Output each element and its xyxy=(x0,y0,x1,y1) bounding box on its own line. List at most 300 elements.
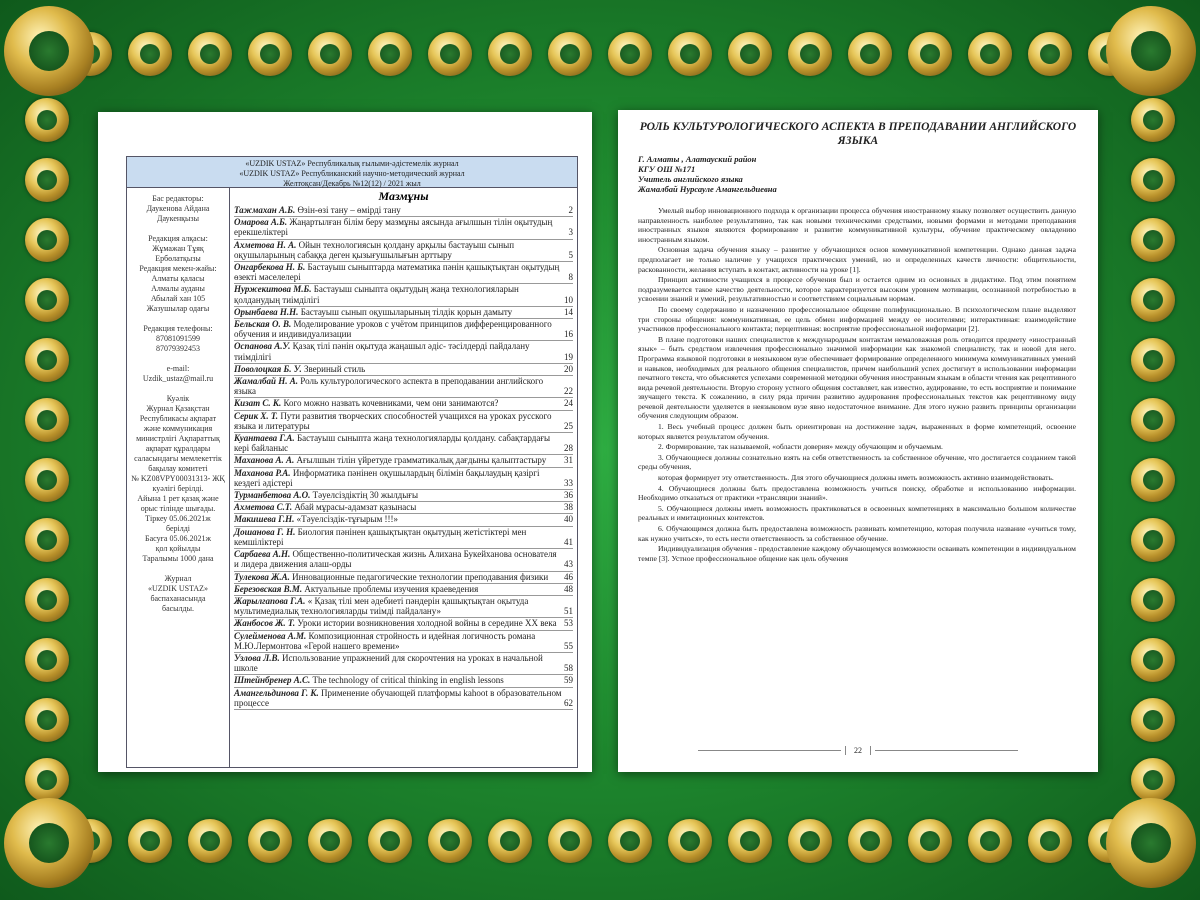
toc-author: Оспанова А.У. xyxy=(234,341,291,352)
ornament-motif xyxy=(360,18,420,90)
toc-page-number: 62 xyxy=(564,697,573,708)
toc-entry-text xyxy=(234,411,562,431)
toc-author: Серик Х. Т. xyxy=(234,410,279,421)
toc-article-title: Жаңартылған білім беру мазмұны аясында ағылшын тілін оқытудың ерекшеліктері xyxy=(234,217,553,238)
ornament-motif xyxy=(960,18,1020,90)
toc-entry-text xyxy=(234,262,567,282)
toc-page-number: 28 xyxy=(564,443,573,454)
toc-article-title: Биология пәнінен қашықтықтан оқытудың жетістіктері мен кемшіліктері xyxy=(234,526,527,547)
toc-article-title: Ағылшын тілін үйретуде грамматикалық дағдыны қалыптастыру xyxy=(296,455,547,466)
gold-ring-ornament xyxy=(548,819,592,863)
toc-page-number: 40 xyxy=(564,514,573,525)
ornament-motif xyxy=(300,805,360,877)
editorial-info-line: Журнал xyxy=(164,574,192,583)
toc-entry[interactable] xyxy=(234,307,573,319)
page-footer xyxy=(698,742,1018,758)
ornament-border-left xyxy=(8,90,86,805)
toc-entry-text xyxy=(234,618,562,628)
toc-article-title: Моделирование уроков с учётом принципов дифференцированного обучения и индивидуализации xyxy=(234,319,552,340)
toc-entry[interactable] xyxy=(234,364,573,376)
gold-ring-ornament xyxy=(668,819,712,863)
toc-article-title: Информатика пәнінен оқушылардың білімін бақылаудың қазіргі кездегі әдістері xyxy=(234,467,540,488)
toc-author: Сарбаева А.Н. xyxy=(234,549,291,560)
ornament-motif xyxy=(1020,805,1080,877)
toc-article-title: Бастауыш сыныптарда математика пәнін қашықтықтан оқытудың өзекті мәселелері xyxy=(234,262,560,283)
ornament-motif xyxy=(1114,570,1192,630)
gold-ring-ornament xyxy=(248,32,292,76)
article-paragraph: Индивидуализация обучения - предоставление каждому обучающемуся возможности осваивать компетенции в индивидуальном темпе [3]. Устное профессиональное общение как цель обучения xyxy=(638,544,1076,563)
toc-page-number: 48 xyxy=(564,583,573,594)
toc-entry[interactable] xyxy=(234,584,573,596)
table-of-contents xyxy=(230,188,578,768)
ornament-motif xyxy=(8,750,86,805)
editorial-info-line xyxy=(130,354,226,364)
toc-entry-text xyxy=(234,584,562,594)
gold-ring-ornament xyxy=(25,158,69,202)
ornament-motif xyxy=(600,18,660,90)
toc-author: Нуржекитова М.Б. xyxy=(234,284,312,295)
gold-ring-ornament xyxy=(25,338,69,382)
gold-ring-ornament xyxy=(25,278,69,322)
toc-entry[interactable] xyxy=(234,468,573,490)
editorial-info-line: 87081091599 xyxy=(156,334,200,343)
editorial-info-line: Абылай хан 105 xyxy=(150,294,206,303)
toc-page-number: 43 xyxy=(564,559,573,570)
toc-author: Поволоцкая Б. У. xyxy=(234,363,302,374)
ornament-motif xyxy=(8,690,86,750)
toc-page-number: 24 xyxy=(564,398,573,409)
toc-author: Сулейменова А.М. xyxy=(234,630,307,641)
toc-entry[interactable] xyxy=(234,398,573,410)
article-paragraph: 4. Обучающиеся должны быть предоставлена возможность учиться поиску, обработке и использованию информации. Необходимо отказаться от практики «трансляции знаний». xyxy=(638,483,1076,503)
gold-ring-ornament xyxy=(908,819,952,863)
toc-page-number: 22 xyxy=(564,386,573,397)
ornament-motif xyxy=(660,18,720,90)
ornament-motif xyxy=(1114,270,1192,330)
gold-ring-ornament xyxy=(25,518,69,562)
ornament-motif xyxy=(600,805,660,877)
toc-author: Турманбетова А.О. xyxy=(234,490,311,501)
toc-entry-text xyxy=(234,217,567,237)
ornament-motif xyxy=(480,805,540,877)
ornament-motif xyxy=(780,18,840,90)
article-meta xyxy=(638,154,1078,194)
article-paragraph: которая формирует эту ответственность. Для этого обучающиеся должны иметь возможность активно взаимодействовать. xyxy=(658,473,1054,483)
toc-title: Мазмұны xyxy=(378,189,429,203)
editorial-info-line: куәлігі берілді. xyxy=(152,484,204,493)
toc-article-title: Роль культурологического аспекта в преподавании английского языка xyxy=(234,376,544,397)
gold-ring-ornament xyxy=(788,819,832,863)
corner-ornament xyxy=(4,798,94,888)
toc-entry[interactable] xyxy=(234,411,573,433)
toc-entry[interactable] xyxy=(234,455,573,467)
ornament-border-bottom xyxy=(0,805,1200,877)
gold-ring-ornament xyxy=(728,819,772,863)
toc-entry-text xyxy=(234,307,562,317)
footer-rule xyxy=(698,750,841,751)
gold-ring-ornament xyxy=(488,819,532,863)
toc-author: Маханова А. А. xyxy=(234,455,295,466)
toc-article-title: Применение обучающей платформы kahoot в образовательном процессе xyxy=(234,687,562,708)
corner-ornament xyxy=(4,6,94,96)
corner-ornament xyxy=(1106,798,1196,888)
toc-author: Амангельдинова Г. К. xyxy=(234,687,319,698)
toc-entry[interactable] xyxy=(234,527,573,549)
editorial-info-line xyxy=(130,314,226,324)
toc-article-title: Композиционная стройность и идейная логичность романа М.Ю.Лермонтова «Герой нашего времени» xyxy=(234,630,536,651)
ornament-motif xyxy=(8,150,86,210)
toc-author: Куантаева Г.А. xyxy=(234,433,295,444)
editorial-info-line: басылды. xyxy=(162,604,194,613)
toc-entry-text xyxy=(234,490,562,500)
toc-author: Узлова Л.В. xyxy=(234,652,280,663)
editorial-info-line: берілді xyxy=(165,524,191,533)
toc-entry-text xyxy=(234,653,562,673)
ornament-motif xyxy=(180,805,240,877)
toc-author: Омарова А.Б. xyxy=(234,217,288,228)
gold-ring-ornament xyxy=(728,32,772,76)
gold-ring-ornament xyxy=(368,32,412,76)
toc-page-number: 31 xyxy=(564,455,573,466)
toc-article-title: The technology of critical thinking in english lessons xyxy=(312,675,504,686)
editorial-info-column xyxy=(126,188,230,768)
toc-entry-text xyxy=(234,688,562,708)
gold-ring-ornament xyxy=(188,819,232,863)
ornament-motif xyxy=(120,18,180,90)
gold-ring-ornament xyxy=(25,218,69,262)
toc-page-number: 10 xyxy=(564,294,573,305)
toc-entry-text xyxy=(234,631,562,651)
toc-entry-text xyxy=(234,468,562,488)
toc-page-number: 51 xyxy=(564,606,573,617)
toc-page-number: 46 xyxy=(564,571,573,582)
editorial-info-line: Жұмажан Тұяқ xyxy=(152,244,204,253)
editorial-info-line: саласындағы мемлекеттік xyxy=(134,454,222,463)
journal-header xyxy=(126,156,578,188)
toc-entry[interactable] xyxy=(234,341,573,363)
toc-entry-text xyxy=(234,364,562,374)
toc-page-number: 33 xyxy=(564,477,573,488)
ornament-motif xyxy=(300,18,360,90)
gold-ring-ornament xyxy=(1131,218,1175,262)
editorial-info-line: және коммуникация xyxy=(143,424,213,433)
toc-page-number: 14 xyxy=(564,306,573,317)
toc-page-number: 55 xyxy=(564,640,573,651)
article-paragraph: Основная задача обучения языку – развитие у обучающихся основ коммуникативной компетенции. Однако данная задача предполагает не только наличие у учащихся практических умений, но и определенных качеств личности: общительности, раскованности, желания вступать в контакт, активности на уроке [1]. xyxy=(638,245,1076,274)
ornament-motif xyxy=(420,18,480,90)
ornament-motif xyxy=(420,805,480,877)
toc-entry[interactable] xyxy=(234,549,573,571)
toc-article-title: Уроки истории возникновения холодной войны в середине XX века xyxy=(297,618,557,629)
toc-page-number: 41 xyxy=(564,536,573,547)
ornament-motif xyxy=(8,510,86,570)
article-paragraph: 5. Обучающиеся должны иметь возможность практиковаться в освоенных компетенциях в максимально большом количестве реальных и имитационных контекстов. xyxy=(638,503,1076,523)
ornament-motif xyxy=(240,805,300,877)
gold-ring-ornament xyxy=(608,819,652,863)
toc-article-title: «Тәуелсіздік-тұғырым !!!» xyxy=(296,514,399,525)
toc-author: Тажмахан А.Б. xyxy=(234,205,296,215)
ornament-motif xyxy=(720,18,780,90)
ornament-motif xyxy=(660,805,720,877)
editorial-info-line: баспаханасында xyxy=(150,594,206,603)
ornament-motif xyxy=(1114,330,1192,390)
gold-ring-ornament xyxy=(1131,278,1175,322)
editorial-info-line: Бас редакторы: xyxy=(152,194,204,203)
corner-ornament xyxy=(1106,6,1196,96)
toc-entry-text xyxy=(234,319,562,339)
toc-page-number: 38 xyxy=(564,502,573,513)
journal-header-line: «UZDIK USTAZ» Республикалық ғылыми-әдістемелік журнал xyxy=(245,159,459,168)
gold-ring-ornament xyxy=(968,819,1012,863)
gold-ring-ornament xyxy=(1131,398,1175,442)
toc-article-title: Тәуелсіздіктің 30 жылдығы xyxy=(312,490,419,501)
ornament-motif xyxy=(8,210,86,270)
meta-city: Г. Алматы , Алатауский район xyxy=(638,154,757,164)
editorial-info-line xyxy=(130,564,226,574)
toc-entry-text xyxy=(234,527,562,547)
editorial-info-line: «UZDIK USTAZ» xyxy=(147,584,209,593)
toc-entry-text xyxy=(234,455,562,465)
editorial-info-line: Куәлік xyxy=(166,394,190,403)
toc-article-title: Абай мұрасы-адамзат қазынасы xyxy=(294,502,417,513)
ornament-motif xyxy=(900,805,960,877)
editorial-info-line xyxy=(130,384,226,394)
toc-entry-text xyxy=(234,514,562,524)
ornament-motif xyxy=(360,805,420,877)
toc-entry[interactable] xyxy=(234,502,573,514)
toc-entry[interactable] xyxy=(234,240,573,262)
article-paragraph: 6. Обучающимся должна быть предоставлена возможность развивать компетенцию, которая получила название «учиться тому, как нужно учиться», то есть нести ответственность за собственное обучение. xyxy=(638,524,1076,543)
toc-entry-text xyxy=(234,398,562,408)
toc-article-title: Использование упражнений для скорочтения на уроках в начальной школе xyxy=(234,652,543,674)
toc-author: Кизат С. К. xyxy=(234,398,282,409)
gold-ring-ornament xyxy=(25,758,69,802)
article-paragraph: Принцип активности учащихся в процессе обучения был и остается одним из основных в дидактике. Под этим понятием подразумевается такое качество деятельности, которое характеризуется высоким уровнем мотивации, осознанной потребностью в усвоении знаний и умений, результативностью и соответствием социальным нормам. xyxy=(638,275,1076,304)
journal-header-line: «UZDIK USTAZ» Республиканский научно-методический журнал xyxy=(239,169,465,178)
ornament-motif xyxy=(1020,18,1080,90)
toc-article-title: Кого можно назвать кочевниками, чем они занимаются? xyxy=(283,398,499,409)
toc-page-number: 36 xyxy=(564,490,573,501)
gold-ring-ornament xyxy=(1131,698,1175,742)
toc-article-title: Инновационные педагогические технологии преподавания физики xyxy=(292,571,549,582)
toc-entry-text xyxy=(234,205,567,215)
gold-ring-ornament xyxy=(128,32,172,76)
toc-article-title: Актуальные проблемы изучения краеведения xyxy=(304,583,479,594)
toc-author: Штейнбренер А.С. xyxy=(234,675,311,686)
ornament-motif xyxy=(960,805,1020,877)
editorial-info-line: Редакция мекен-жайы: xyxy=(139,264,217,273)
gold-ring-ornament xyxy=(128,819,172,863)
article-page xyxy=(618,110,1098,772)
toc-entry-text xyxy=(234,596,562,616)
toc-author: Жамалбай Н. А. xyxy=(234,376,299,387)
gold-ring-ornament xyxy=(308,819,352,863)
gold-ring-ornament xyxy=(548,32,592,76)
toc-page-number: 8 xyxy=(568,272,573,283)
toc-author: Березовская В.М. xyxy=(234,583,303,594)
ornament-motif xyxy=(900,18,960,90)
ornament-motif xyxy=(8,450,86,510)
toc-author: Макишева Г.Н. xyxy=(234,514,295,525)
ornament-motif xyxy=(1114,90,1192,150)
ornament-motif xyxy=(840,805,900,877)
toc-entry[interactable] xyxy=(234,653,573,675)
editorial-info-line: Редакция алқасы: xyxy=(148,234,208,243)
toc-page-number: 58 xyxy=(564,663,573,674)
gold-ring-ornament xyxy=(1131,578,1175,622)
toc-entry[interactable] xyxy=(234,675,573,687)
gold-ring-ornament xyxy=(25,578,69,622)
gold-ring-ornament xyxy=(1131,158,1175,202)
ornament-motif xyxy=(1114,390,1192,450)
editorial-info-line: Журнал Қазақстан xyxy=(146,404,210,413)
toc-entry[interactable] xyxy=(234,688,573,710)
toc-article-title: Бастауыш сыныпта оқытудың жаңа технологияларын қолданудың тиімділігі xyxy=(234,284,519,305)
editorial-info-line: ақпарат құралдары xyxy=(145,444,211,453)
toc-entry[interactable] xyxy=(234,284,573,306)
toc-entry[interactable] xyxy=(234,618,573,630)
article-paragraph: По своему содержанию и назначению профессиональное общение полифункционально. В психологическом плане выделяют три стороны общения: коммуникативная, ее цель обмен информацией между ее носителями; интерактивная: взаимодействие участников профессионального контакта; перцептивная: восприятие профессиональной информации [2]. xyxy=(638,304,1076,334)
editorial-info-line: орыс тілінде шығады. xyxy=(140,504,216,513)
editorial-info-line: Даукенқызы xyxy=(157,214,199,223)
article-paragraph: В плане подготовки наших специалистов к международным контактам немаловажная роль отводится предмету «иностранный язык» – быть средством извлечения профессионально значимой информации как знакомой специалисту, так и новой для него. Программа языковой подготовки в неязыковом вузе обеспечивает формирование определенного минимума коммуникативных умений и навыков, необходимых для реального общения специалистов, причем наибольший успех достигнут в использовании информации печатного текста, что объясняется успехами современной методики обучения иностранным языкам в области чтения как рецептивного вида речевой деятельности. Вторую сторону устного общения составляет, как известно, аудирование, то есть восприятие и понимание звучащего текста. К сожалению, в силу ряда причин развитию аудирования профессиональных текстов как рецептивному виду речевой деятельности уделяется в неязыковом вузе явно недостаточное внимание. Для этого нужно развить принципы организации обучения следующим образом. xyxy=(638,334,1076,421)
toc-article-title: « Қазақ тілі мен әдебиеті пәндерін қашықтықтан оқытуда мультимедиалық технологияларды тиімді пайдалану» xyxy=(234,595,529,617)
ornament-motif xyxy=(8,90,86,150)
toc-page-number: 2 xyxy=(568,205,573,215)
toc-page-number: 20 xyxy=(564,363,573,374)
ornament-border-right xyxy=(1114,90,1192,805)
gold-ring-ornament xyxy=(25,698,69,742)
editorial-info-line: Басуға 05.06.2021ж xyxy=(145,534,211,543)
toc-entry[interactable] xyxy=(234,376,573,398)
editorial-info-line: Редакция телефоны: xyxy=(143,324,213,333)
toc-entry[interactable] xyxy=(234,490,573,502)
gold-ring-ornament xyxy=(788,32,832,76)
gold-ring-ornament xyxy=(428,32,472,76)
ornament-motif xyxy=(120,805,180,877)
toc-author: Ахметова С.Т. xyxy=(234,502,293,513)
gold-ring-ornament xyxy=(908,32,952,76)
meta-school: КГУ ОШ №171 xyxy=(638,164,696,174)
toc-article-title: Өзін-өзі тану – өмірді тану xyxy=(297,205,401,215)
toc-page-number: 16 xyxy=(564,329,573,340)
gold-ring-ornament xyxy=(308,32,352,76)
ornament-motif xyxy=(8,330,86,390)
ornament-motif xyxy=(8,390,86,450)
editorial-info-line: министрлігі Ақпараттық xyxy=(136,434,220,443)
toc-entry-text xyxy=(234,572,562,582)
gold-ring-ornament xyxy=(25,98,69,142)
gold-ring-ornament xyxy=(368,819,412,863)
toc-entry[interactable] xyxy=(234,217,573,239)
toc-article-title: Қазақ тілі пәнін оқытуда жаңашыл әдіс- тәсілдерді пайдалану тиімділігі xyxy=(234,341,530,362)
article-paragraph: Умелый выбор инновационного подхода к организации процесса обучения иностранному языку позволяет осуществить данную направленность наиболее результативно, так как новыми техническими средствами, новыми формами и методами преподавания иностранных языков являются формирование и развитие коммуникативной культуры, обучение практическому овладению иностранным языком. xyxy=(638,206,1076,244)
ornament-motif xyxy=(540,18,600,90)
toc-page-number: 25 xyxy=(564,420,573,431)
gold-ring-ornament xyxy=(848,32,892,76)
toc-article-title: Бастауыш сыныпта жаңа технологияларды қолдану. сабақтардағы кері байланыс xyxy=(234,433,551,454)
toc-author: Ахметова Н. А. xyxy=(234,239,297,250)
article-title: РОЛЬ КУЛЬТУРОЛОГИЧЕСКОГО АСПЕКТА В ПРЕПОДАВАНИИ АНГЛИЙСКОГО ЯЗЫКА xyxy=(639,121,1077,147)
ornament-motif xyxy=(1114,510,1192,570)
editorial-info-line: Жазушылар одағы xyxy=(146,304,210,313)
toc-entry[interactable] xyxy=(234,631,573,653)
ornament-motif xyxy=(1114,750,1192,805)
toc-article-title: Бастауыш сынып оқушыларының тілдік қорын дамыту xyxy=(300,306,513,317)
editorial-info-line xyxy=(130,224,226,234)
editorial-info-line: Айына 1 рет қазақ және xyxy=(137,494,219,503)
gold-ring-ornament xyxy=(1028,32,1072,76)
gold-ring-ornament xyxy=(668,32,712,76)
editorial-info-line: Uzdik_ustaz@mail.ru xyxy=(142,374,214,383)
toc-page-number: 59 xyxy=(564,675,573,686)
editorial-info-line: Таралымы 1000 дана xyxy=(142,554,214,563)
editorial-info-line: 87079392453 xyxy=(156,344,200,353)
ornament-motif xyxy=(1114,210,1192,270)
toc-author: Жанбосов Ж. Т. xyxy=(234,618,296,629)
article-body xyxy=(638,206,1076,564)
editorial-info-line: Республикасы ақпарат xyxy=(139,414,217,423)
gold-ring-ornament xyxy=(25,638,69,682)
editorial-info-line: e-mail: xyxy=(166,364,190,373)
toc-entry-text xyxy=(234,433,562,453)
footer-rule xyxy=(875,750,1018,751)
journal-header-line: Желтоқсан/Декабрь №12(12) / 2021 жыл xyxy=(283,179,421,188)
toc-entry[interactable] xyxy=(234,572,573,584)
ornament-motif xyxy=(1114,150,1192,210)
page-number: 22 xyxy=(845,746,871,755)
toc-page-number: 53 xyxy=(564,618,573,629)
gold-ring-ornament xyxy=(848,819,892,863)
toc-entry-text xyxy=(234,240,567,260)
journal-contents-page xyxy=(98,112,592,772)
ornament-motif xyxy=(8,630,86,690)
ornament-motif xyxy=(540,805,600,877)
ornament-motif xyxy=(180,18,240,90)
editorial-info-line: Алматы қаласы xyxy=(151,274,205,283)
gold-ring-ornament xyxy=(25,458,69,502)
toc-entry[interactable] xyxy=(234,596,573,618)
article-paragraph: 1. Весь учебный процесс должен быть ориентирован на достижение задач, выраженных в форме компетенций, освоение которых является результатом обучения. xyxy=(638,422,1076,441)
toc-entry[interactable] xyxy=(234,205,573,217)
gold-ring-ornament xyxy=(1131,338,1175,382)
toc-entry[interactable] xyxy=(234,433,573,455)
editorial-info-line: бақылау комитеті xyxy=(148,464,208,473)
toc-entry[interactable] xyxy=(234,319,573,341)
toc-entry-text xyxy=(234,284,562,304)
gold-ring-ornament xyxy=(488,32,532,76)
ornament-motif xyxy=(1114,450,1192,510)
gold-ring-ornament xyxy=(188,32,232,76)
toc-author: Бельская О. В. xyxy=(234,319,292,330)
toc-page-number: 3 xyxy=(568,227,573,238)
gold-ring-ornament xyxy=(248,819,292,863)
ornament-motif xyxy=(1114,690,1192,750)
meta-author: Жамалбай Нурсауле Амангельдиевна xyxy=(638,184,777,194)
toc-entry-text xyxy=(234,549,562,569)
article-paragraph: 3. Обучающиеся должны сознательно взять на себя ответственность за собственное обучение, что достигается созданием такой среды обучения, xyxy=(638,452,1076,472)
toc-author: Жарылгапова Г.А. xyxy=(234,595,306,606)
editorial-info-line: қол қойылды xyxy=(155,544,201,553)
toc-entry[interactable] xyxy=(234,514,573,526)
toc-entry[interactable] xyxy=(234,262,573,284)
ornament-motif xyxy=(8,270,86,330)
editorial-info-line: Ербөлатқызы xyxy=(155,254,201,263)
gold-ring-ornament xyxy=(1131,518,1175,562)
toc-entry-text xyxy=(234,341,562,361)
article-paragraph: 2. Формирование, так называемой, «области доверия» между обучающим и обучаемым. xyxy=(658,442,943,452)
editorial-info-line: № KZ08VPY00031313- ЖҚ xyxy=(131,474,225,483)
